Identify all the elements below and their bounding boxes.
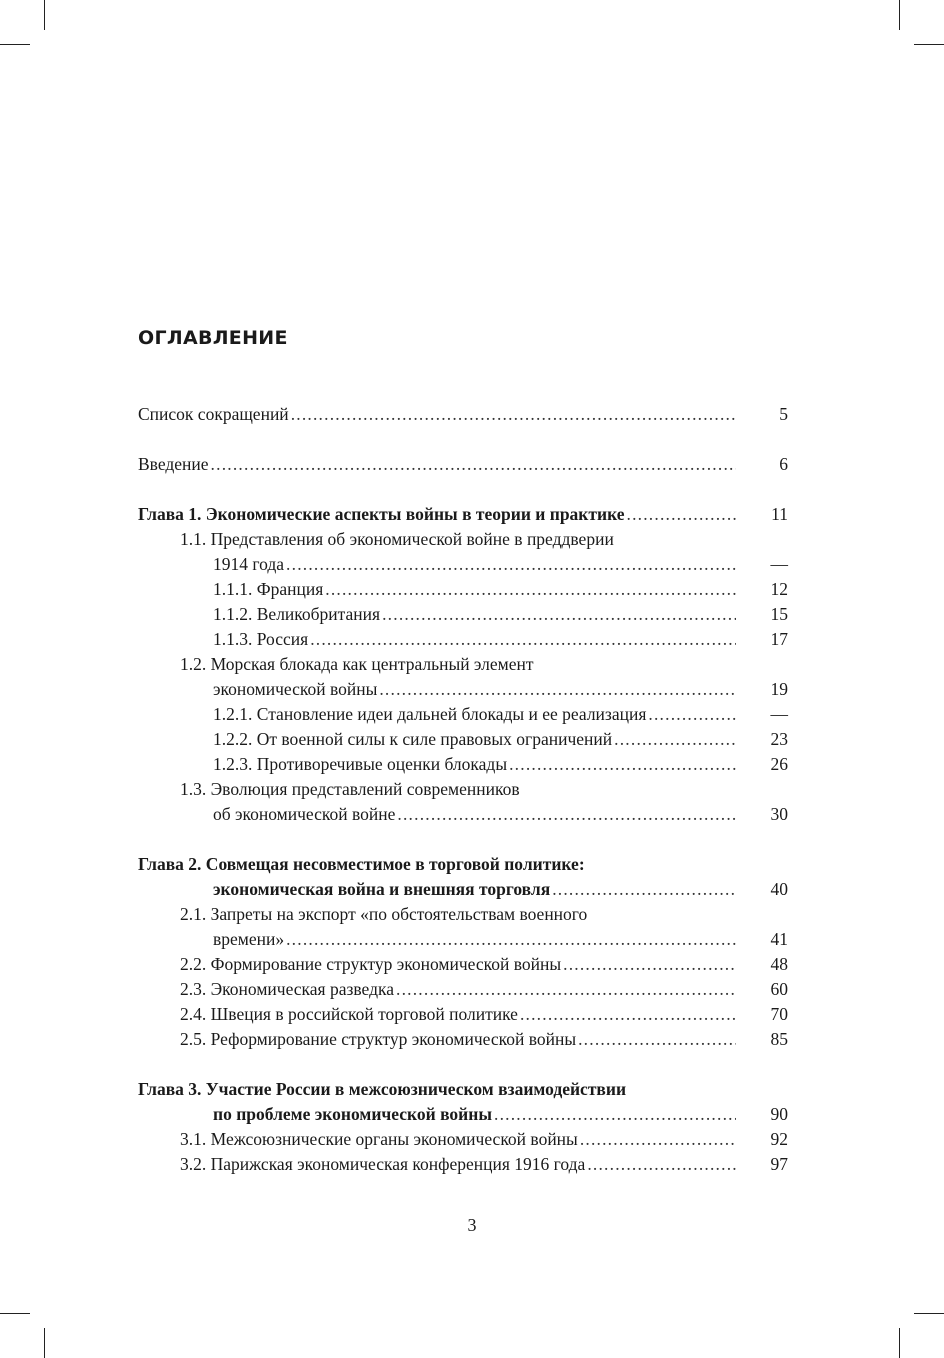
toc-page-number: 41 [770,929,788,949]
toc-entry-title: 1.1.1. Франция [213,577,325,602]
crop-mark [899,1328,900,1358]
toc-entry-title: 3.2. Парижская экономическая конференция 1916 года [180,1152,587,1177]
toc-entry [0,1152,944,1177]
toc-page-number: 26 [770,754,788,774]
toc-entry-title: экономическая война и внешняя торговля [213,877,552,902]
toc-page-number: 19 [770,679,788,699]
toc-page-number: 6 [779,454,788,474]
crop-mark [44,1328,45,1358]
toc-page-number: 11 [771,504,788,524]
toc-page-number: — [770,554,788,574]
toc-entry-title: по проблеме экономической войны [213,1102,494,1127]
toc-entry-title: об экономической войне [213,802,397,827]
toc-entry [0,627,944,652]
toc-entry-title: Глава 2. Совмещая несовместимое в торговой политике: [138,854,585,874]
toc-page-number: 60 [770,979,788,999]
crop-mark [914,44,944,45]
toc-entry-title: 1.2.3. Противоречивые оценки блокады [213,752,509,777]
toc-page-number: 23 [770,729,788,749]
crop-mark [44,0,45,30]
toc-entry-title: 1914 года [213,552,286,577]
toc-entry [0,602,944,627]
toc-entry-title: 1.2. Морская блокада как центральный элемент [180,654,534,674]
toc-page-number: 92 [770,1129,788,1149]
toc-page-number: 15 [770,604,788,624]
toc-page-number: 12 [770,579,788,599]
crop-mark [914,1313,944,1314]
toc-entry-title: 2.1. Запреты на экспорт «по обстоятельствам военного [180,904,588,924]
crop-mark [0,44,30,45]
toc-entry [0,677,944,702]
toc-entry [0,552,944,577]
toc-entry [0,1027,944,1052]
toc-entry-title: Введение [138,452,211,477]
toc-entry-title: 2.5. Реформирование структур экономической войны [180,1027,578,1052]
toc-entry-title: 1.2.1. Становление идеи дальней блокады и ее реализация [213,702,648,727]
toc-chapter [0,502,944,527]
toc-entry [0,402,944,427]
toc-page-number: 97 [770,1154,788,1174]
toc-entry-title: 1.1.2. Великобритания [213,602,382,627]
toc-entry-title: 3.1. Межсоюзнические органы экономической войны [180,1127,580,1152]
toc-entry-title: Глава 1. Экономические аспекты войны в теории и практике [138,502,627,527]
page-title: ОГЛАВЛЕНИЕ [138,327,288,349]
toc-entry-title: 1.3. Эволюция представлений современников [180,779,520,799]
toc-entry [0,702,944,727]
toc-page-number: 5 [779,404,788,424]
toc-page-number: 40 [770,879,788,899]
toc-page-number: — [770,704,788,724]
toc-entry-title: Список сокращений [138,402,291,427]
toc-page-number: 48 [770,954,788,974]
toc-entry-title: 2.2. Формирование структур экономической войны [180,952,563,977]
toc-entry-title: 1.1.3. Россия [213,627,310,652]
toc-entry-title: 2.4. Швеция в российской торговой политике [180,1002,520,1027]
toc-entry [0,927,944,952]
toc-entry-title: времени» [213,927,286,952]
toc-entry-title: 2.3. Экономическая разведка [180,977,396,1002]
crop-mark [899,0,900,30]
toc-entry [0,1127,944,1152]
toc-page-number: 90 [770,1104,788,1124]
toc-page-number: 70 [770,1004,788,1024]
toc-entry-title: экономической войны [213,677,379,702]
toc-entry [0,1002,944,1027]
toc-chapter [0,1102,944,1127]
toc-entry [0,802,944,827]
toc-page-number: 85 [770,1029,788,1049]
toc-entry [0,452,944,477]
page-number: 3 [467,1215,477,1235]
toc-entry-title: 1.1. Представления об экономической войне в преддверии [180,529,614,549]
toc-page-number: 30 [770,804,788,824]
toc-entry [0,577,944,602]
toc-entry-title: Глава 3. Участие России в межсоюзническом взаимодействии [138,1079,627,1099]
toc-page-number: 17 [770,629,788,649]
toc-entry [0,727,944,752]
toc-entry [0,752,944,777]
toc-entry [0,977,944,1002]
toc-chapter [0,877,944,902]
toc-entry [0,952,944,977]
crop-mark [0,1313,30,1314]
toc-entry-title: 1.2.2. От военной силы к силе правовых ограничений [213,727,614,752]
